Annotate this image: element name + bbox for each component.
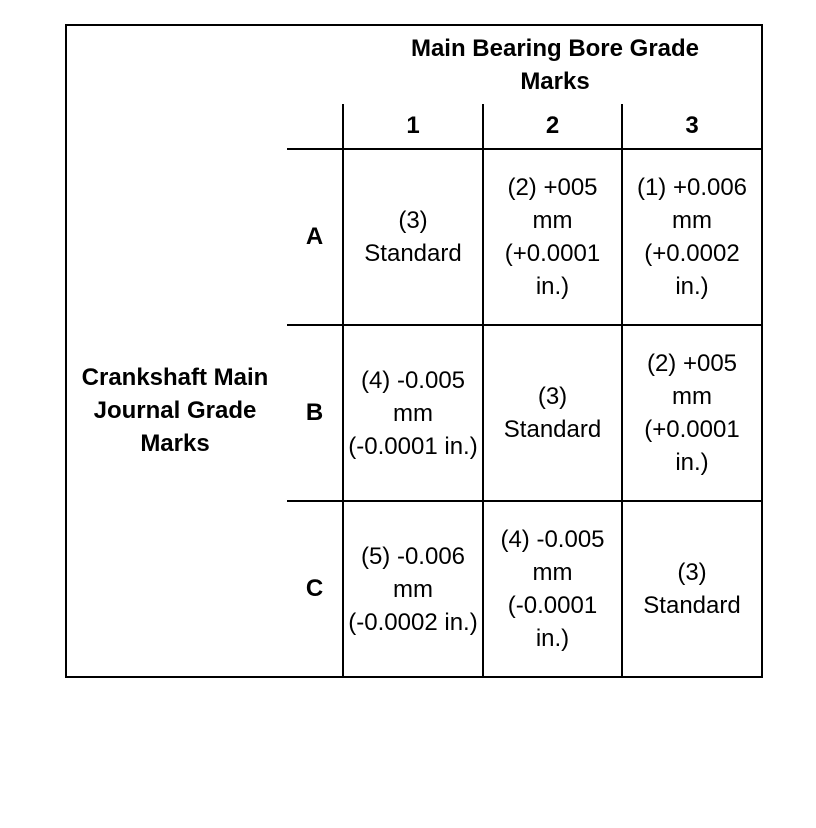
table-cell: (4) -0.005 mm (-0.0001 in.) <box>348 366 478 460</box>
row-header: C <box>305 575 324 602</box>
row-group-title: Crankshaft Main Journal Grade Marks <box>81 363 269 457</box>
table-cell: (3) Standard <box>364 207 462 267</box>
table-cell: (3) Standard <box>643 559 741 619</box>
table-cell: (4) -0.005 mm (-0.0001 in.) <box>500 526 605 652</box>
table-cell: (2) +005 mm (+0.0001 in.) <box>504 174 601 300</box>
table-cell: (1) +0.006 mm (+0.0002 in.) <box>636 174 748 300</box>
column-group-title: Main Bearing Bore Grade Marks <box>410 35 700 95</box>
column-header: 2 <box>545 112 560 139</box>
table-cell: (3) Standard <box>503 383 602 443</box>
row-header: B <box>305 399 324 426</box>
column-header: 1 <box>406 112 420 139</box>
row-header: A <box>305 223 324 250</box>
table-cell: (2) +005 mm (+0.0001 in.) <box>644 350 740 476</box>
column-header: 3 <box>685 112 699 139</box>
table-cell: (5) -0.006 mm (-0.0002 in.) <box>348 542 478 636</box>
